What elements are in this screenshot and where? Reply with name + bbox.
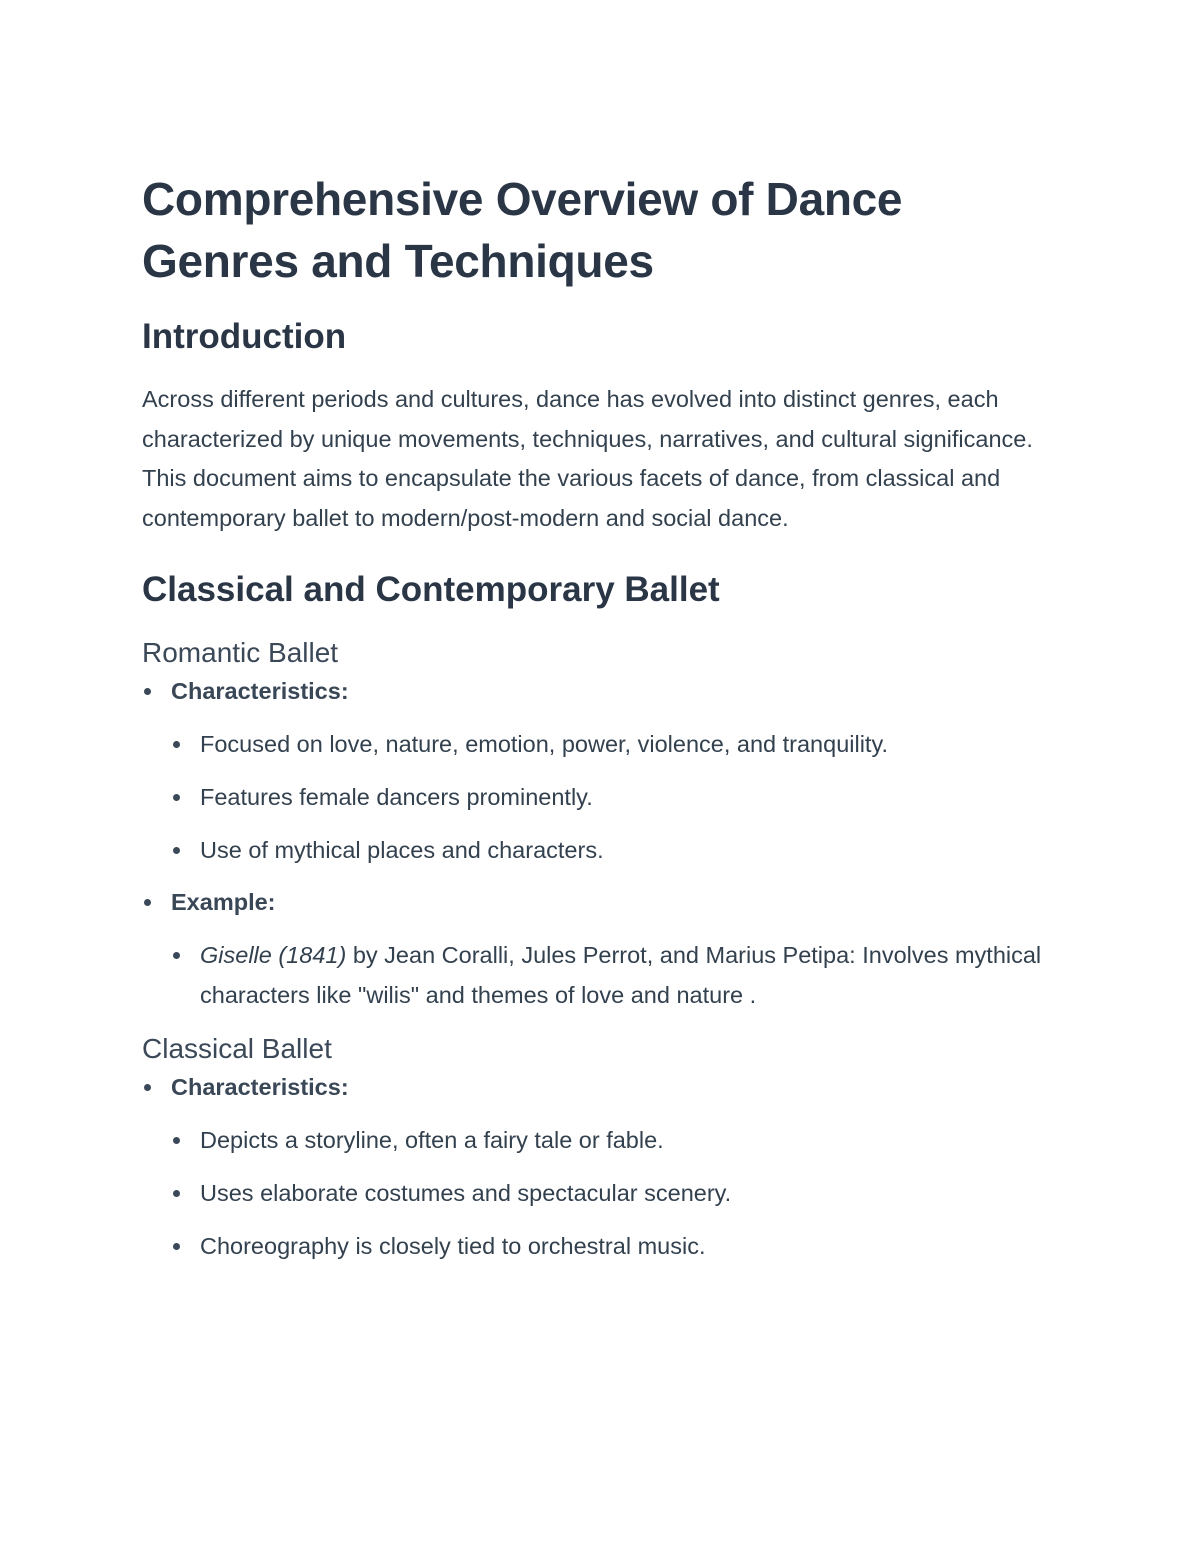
example-label: Example: — [171, 888, 276, 915]
introduction-paragraph: Across different periods and cultures, dance has evolved into distinct genres, each characterized by unique movements, techniques, narratives, and cultural significance. This document aims to encapsulate the various facets of dance, from classical and contemporary ballet to modern/post-modern and social dance. — [142, 386, 1033, 532]
romantic-ballet-list — [142, 671, 1050, 1015]
list-item — [142, 882, 1050, 1015]
characteristics-label: Characteristics: — [171, 1073, 349, 1100]
romantic-characteristics-list — [171, 724, 1050, 870]
list-item: Focused on love, nature, emotion, power, violence, and tranquility. — [171, 724, 1050, 764]
classical-characteristics-list — [171, 1120, 1050, 1266]
list-item: Depicts a storyline, often a fairy tale or fable. — [171, 1120, 1050, 1160]
list-item — [171, 935, 1050, 1015]
list-item — [142, 671, 1050, 870]
list-item — [142, 1067, 1050, 1266]
classical-ballet-heading: Classical Ballet — [142, 1032, 332, 1064]
list-item: Choreography is closely tied to orchestral music. — [171, 1226, 1050, 1266]
list-item: Uses elaborate costumes and spectacular scenery. — [171, 1173, 1050, 1213]
introduction-heading: Introduction — [142, 317, 347, 356]
romantic-example-list — [171, 935, 1050, 1015]
characteristics-label: Characteristics: — [171, 677, 349, 704]
list-item: Features female dancers prominently. — [171, 777, 1050, 817]
list-item: Use of mythical places and characters. — [171, 830, 1050, 870]
romantic-ballet-heading: Romantic Ballet — [142, 636, 339, 668]
classical-ballet-list — [142, 1067, 1050, 1266]
example-description: by Jean Coralli, Jules Perrot, and Marius Petipa: Involves mythical characters like "wilis" and themes of love and nature . — [200, 941, 1042, 1008]
document-title: Comprehensive Overview of Dance Genres and Techniques — [142, 173, 903, 287]
ballet-section-heading: Classical and Contemporary Ballet — [142, 569, 720, 609]
example-work-title: Giselle (1841) — [200, 941, 347, 968]
